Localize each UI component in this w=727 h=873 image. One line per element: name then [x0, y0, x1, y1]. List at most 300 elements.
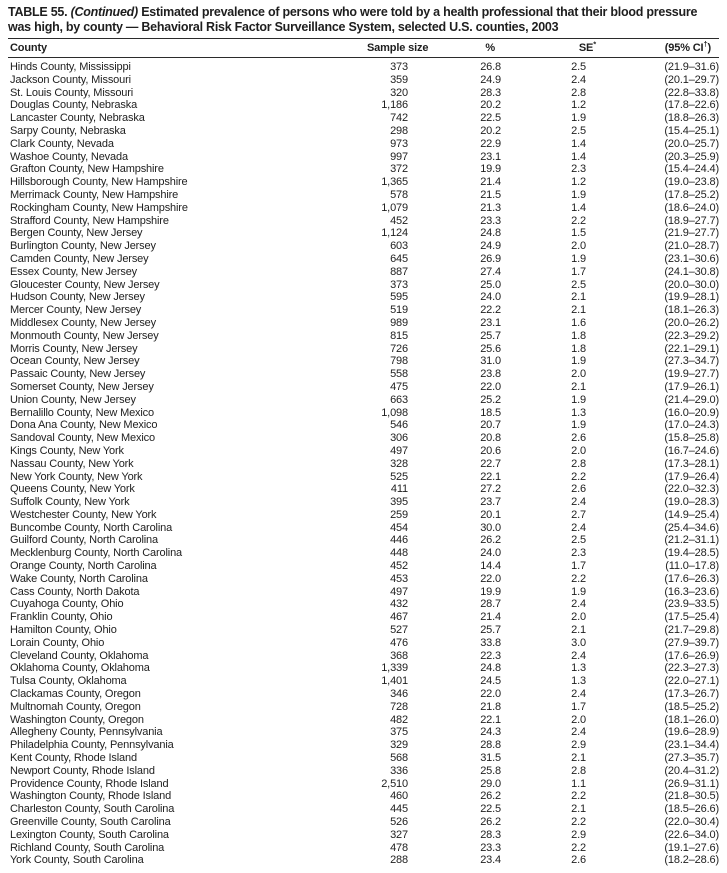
percent-cell: 23.7: [480, 496, 501, 509]
table-row: [8, 496, 719, 509]
ci-cell: (20.0–25.7): [664, 137, 719, 150]
table-row: [8, 790, 719, 803]
se-cell: 1.9: [571, 252, 586, 265]
table-row: [8, 291, 719, 304]
table-number: TABLE 55.: [8, 5, 68, 19]
percent-cell: 24.9: [480, 73, 501, 86]
table-row: [8, 99, 719, 112]
percent-cell: 23.3: [480, 214, 501, 227]
sample-size-cell: 1,124: [381, 227, 408, 240]
se-cell: 1.9: [571, 355, 586, 368]
ci-cell: (15.4–24.4): [664, 163, 719, 176]
table-row: [8, 714, 719, 727]
percent-cell: 27.2: [480, 483, 501, 496]
ci-cell: (21.4–29.0): [664, 393, 719, 406]
table-row: [8, 330, 719, 343]
table-row: [8, 419, 719, 432]
se-cell: 2.0: [571, 240, 586, 253]
sample-size-cell: 482: [390, 713, 408, 726]
table-row: [8, 624, 719, 637]
table-row: [8, 816, 719, 829]
percent-cell: 18.5: [480, 406, 501, 419]
table-row: [8, 227, 719, 240]
se-cell: 2.5: [571, 61, 586, 73]
se-footnote-marker: *: [593, 39, 596, 49]
table-row: [8, 394, 719, 407]
county-cell: Mecklenburg County, North Carolina: [10, 547, 183, 560]
county-cell: Burlington County, New Jersey: [10, 240, 156, 253]
table-row: [8, 471, 719, 484]
table-row: [8, 842, 719, 855]
table-row: [8, 598, 719, 611]
county-cell: Guilford County, North Carolina: [10, 534, 158, 547]
county-cell: Somerset County, New Jersey: [10, 380, 154, 393]
county-cell: Kent County, Rhode Island: [10, 752, 137, 765]
ci-cell: (14.9–25.4): [664, 508, 719, 521]
sample-size-cell: 306: [390, 432, 408, 445]
se-cell: 2.6: [571, 483, 586, 496]
se-cell: 2.2: [571, 214, 586, 227]
ci-cell: (21.9–31.6): [664, 61, 719, 73]
sample-size-cell: 452: [390, 214, 408, 227]
sample-size-cell: 558: [390, 368, 408, 381]
percent-cell: 24.5: [480, 675, 501, 688]
sample-size-cell: 327: [390, 828, 408, 841]
county-cell: Clark County, Nevada: [10, 137, 114, 150]
county-cell: Cleveland County, Oklahoma: [10, 649, 149, 662]
se-cell: 2.1: [571, 803, 586, 816]
county-cell: Cass County, North Dakota: [10, 585, 140, 598]
sample-size-cell: 372: [390, 163, 408, 176]
sample-size-cell: 526: [390, 816, 408, 829]
ci-cell: (18.9–27.7): [664, 214, 719, 227]
ci-cell: (17.9–26.1): [664, 380, 719, 393]
sample-size-cell: 578: [390, 188, 408, 201]
se-cell: 2.4: [571, 726, 586, 739]
se-cell: 1.9: [571, 585, 586, 598]
se-cell: 1.3: [571, 662, 586, 675]
se-cell: 2.9: [571, 828, 586, 841]
table-title: [8, 5, 719, 35]
table-row: [8, 854, 719, 867]
table-row: [8, 611, 719, 624]
column-header-sample-size: Sample size: [353, 39, 408, 58]
table-row: [8, 176, 719, 189]
county-cell: St. Louis County, Missouri: [10, 86, 134, 99]
sample-size-cell: 475: [390, 380, 408, 393]
sample-size-cell: 1,365: [381, 176, 408, 189]
se-cell: 1.5: [571, 227, 586, 240]
sample-size-cell: 460: [390, 790, 408, 803]
sample-size-cell: 497: [390, 585, 408, 598]
table-row: [8, 573, 719, 586]
se-cell: 2.4: [571, 521, 586, 534]
table-row: [8, 189, 719, 202]
se-cell: 2.4: [571, 688, 586, 701]
county-cell: Camden County, New Jersey: [10, 252, 149, 265]
se-cell: 2.6: [571, 432, 586, 445]
percent-cell: 20.1: [480, 508, 501, 521]
sample-size-cell: 525: [390, 470, 408, 483]
percent-cell: 21.3: [480, 201, 501, 214]
table-body: [8, 58, 719, 868]
se-cell: 2.5: [571, 124, 586, 137]
sample-size-cell: 728: [390, 700, 408, 713]
se-cell: 2.5: [571, 278, 586, 291]
sample-size-cell: 336: [390, 764, 408, 777]
county-cell: Jackson County, Missouri: [10, 73, 131, 86]
ci-cell: (19.6–28.9): [664, 726, 719, 739]
table-row: [8, 163, 719, 176]
county-cell: Merrimack County, New Hampshire: [10, 188, 179, 201]
table-row: [8, 752, 719, 765]
percent-cell: 22.5: [480, 112, 501, 125]
county-cell: Washington County, Rhode Island: [10, 790, 172, 803]
se-cell: 1.4: [571, 201, 586, 214]
percent-cell: 23.8: [480, 368, 501, 381]
county-cell: Essex County, New Jersey: [10, 265, 138, 278]
table-row: [8, 58, 719, 74]
se-cell: 1.9: [571, 393, 586, 406]
ci-cell: (16.3–23.6): [664, 585, 719, 598]
sample-size-cell: 1,186: [381, 99, 408, 112]
ci-cell: (22.0–32.3): [664, 483, 719, 496]
se-cell: 1.8: [571, 342, 586, 355]
ci-cell: (17.8–25.2): [664, 188, 719, 201]
se-cell: 2.0: [571, 368, 586, 381]
percent-cell: 27.4: [480, 265, 501, 278]
sample-size-cell: 726: [390, 342, 408, 355]
percent-cell: 21.5: [480, 188, 501, 201]
sample-size-cell: 527: [390, 624, 408, 637]
county-cell: Hamilton County, Ohio: [10, 624, 117, 637]
percent-cell: 22.9: [480, 137, 501, 150]
table-row: [8, 266, 719, 279]
sample-size-cell: 815: [390, 329, 408, 342]
table-row: [8, 432, 719, 445]
sample-size-cell: 497: [390, 444, 408, 457]
ci-cell: (17.6–26.9): [664, 649, 719, 662]
county-cell: Charleston County, South Carolina: [10, 803, 175, 816]
se-cell: 2.1: [571, 304, 586, 317]
percent-cell: 23.4: [480, 854, 501, 867]
percent-cell: 29.0: [480, 777, 501, 790]
percent-cell: 24.8: [480, 662, 501, 675]
table-row: [8, 343, 719, 356]
se-cell: 2.2: [571, 572, 586, 585]
percent-cell: 20.2: [480, 124, 501, 137]
percent-cell: 25.7: [480, 624, 501, 637]
county-cell: Strafford County, New Hampshire: [10, 214, 169, 227]
percent-cell: 31.5: [480, 752, 501, 765]
sample-size-cell: 411: [390, 483, 408, 496]
county-cell: Richland County, South Carolina: [10, 841, 165, 854]
ci-cell: (18.6–24.0): [664, 201, 719, 214]
ci-cell: (18.8–26.3): [664, 112, 719, 125]
county-cell: Orange County, North Carolina: [10, 560, 157, 573]
ci-cell: (19.0–28.3): [664, 496, 719, 509]
county-cell: Washoe County, Nevada: [10, 150, 128, 163]
ci-cell: (18.5–25.2): [664, 700, 719, 713]
percent-cell: 22.0: [480, 572, 501, 585]
county-cell: Newport County, Rhode Island: [10, 764, 155, 777]
se-cell: 2.7: [571, 508, 586, 521]
sample-size-cell: 359: [390, 73, 408, 86]
county-cell: Wake County, North Carolina: [10, 572, 148, 585]
column-header-percent: %: [408, 39, 501, 58]
sample-size-cell: 329: [390, 739, 408, 752]
se-cell: 1.1: [571, 777, 586, 790]
percent-cell: 25.6: [480, 342, 501, 355]
sample-size-cell: 887: [390, 265, 408, 278]
sample-size-cell: 997: [390, 150, 408, 163]
ci-cell: (21.7–29.8): [664, 624, 719, 637]
ci-cell: (17.9–26.4): [664, 470, 719, 483]
table-row: [8, 522, 719, 535]
percent-cell: 24.0: [480, 547, 501, 560]
ci-cell: (17.3–26.7): [664, 688, 719, 701]
county-cell: Clackamas County, Oregon: [10, 688, 141, 701]
table-row: [8, 650, 719, 663]
ci-cell: (18.1–26.3): [664, 304, 719, 317]
se-cell: 1.7: [571, 700, 586, 713]
ci-cell: (22.0–27.1): [664, 675, 719, 688]
sample-size-cell: 478: [390, 841, 408, 854]
se-cell: 2.1: [571, 624, 586, 637]
sample-size-cell: 320: [390, 86, 408, 99]
county-cell: Hillsborough County, New Hampshire: [10, 176, 188, 189]
sample-size-cell: 798: [390, 355, 408, 368]
percent-cell: 23.1: [480, 316, 501, 329]
sample-size-cell: 375: [390, 726, 408, 739]
ci-cell: (22.3–27.3): [664, 662, 719, 675]
table-row: [8, 547, 719, 560]
table-row: [8, 202, 719, 215]
ci-footnote-marker: †: [703, 39, 708, 49]
ci-cell: (20.0–30.0): [664, 278, 719, 291]
table-row: [8, 74, 719, 87]
county-cell: Philadelphia County, Pennsylvania: [10, 739, 174, 752]
percent-cell: 22.2: [480, 304, 501, 317]
ci-cell: (22.3–29.2): [664, 329, 719, 342]
sample-size-cell: 989: [390, 316, 408, 329]
ci-cell: (19.4–28.5): [664, 547, 719, 560]
ci-cell: (25.4–34.6): [664, 521, 719, 534]
percent-cell: 19.9: [480, 585, 501, 598]
se-cell: 1.9: [571, 419, 586, 432]
county-cell: Hudson County, New Jersey: [10, 291, 145, 304]
percent-cell: 31.0: [480, 355, 501, 368]
se-cell: 2.3: [571, 547, 586, 560]
percent-cell: 20.8: [480, 432, 501, 445]
percent-cell: 22.7: [480, 457, 501, 470]
ci-cell: (16.0–20.9): [664, 406, 719, 419]
sample-size-cell: 1,339: [381, 662, 408, 675]
se-cell: 2.1: [571, 752, 586, 765]
sample-size-cell: 663: [390, 393, 408, 406]
table-row: [8, 445, 719, 458]
percent-cell: 21.4: [480, 176, 501, 189]
ci-cell: (22.6–34.0): [664, 828, 719, 841]
sample-size-cell: 1,401: [381, 675, 408, 688]
sample-size-cell: 395: [390, 496, 408, 509]
se-cell: 2.8: [571, 457, 586, 470]
ci-cell: (22.8–33.8): [664, 86, 719, 99]
ci-cell: (19.1–27.6): [664, 841, 719, 854]
sample-size-cell: 453: [390, 572, 408, 585]
table-row: [8, 458, 719, 471]
ci-cell: (20.0–26.2): [664, 316, 719, 329]
percent-cell: 19.9: [480, 163, 501, 176]
sample-size-cell: 454: [390, 521, 408, 534]
county-cell: Westchester County, New York: [10, 508, 157, 521]
se-cell: 2.3: [571, 163, 586, 176]
ci-cell: (17.0–24.3): [664, 419, 719, 432]
percent-cell: 24.3: [480, 726, 501, 739]
table-row: [8, 253, 719, 266]
se-cell: 3.0: [571, 636, 586, 649]
header-row: [8, 39, 719, 58]
percent-cell: 25.2: [480, 393, 501, 406]
column-header-se: SE*: [501, 39, 586, 58]
column-header-county: County: [8, 39, 353, 58]
percent-cell: 26.2: [480, 790, 501, 803]
table-row: [8, 688, 719, 701]
sample-size-cell: 373: [390, 61, 408, 73]
sample-size-cell: 742: [390, 112, 408, 125]
county-cell: Lancaster County, Nebraska: [10, 112, 145, 125]
sample-size-cell: 603: [390, 240, 408, 253]
percent-cell: 24.8: [480, 227, 501, 240]
se-cell: 2.6: [571, 854, 586, 867]
ci-cell: (19.9–28.1): [664, 291, 719, 304]
table-row: [8, 87, 719, 100]
sample-size-cell: 446: [390, 534, 408, 547]
table-row: [8, 586, 719, 599]
table-row: [8, 368, 719, 381]
table-continued-flag: (Continued): [70, 5, 138, 19]
table-row: [8, 381, 719, 394]
county-cell: Suffolk County, New York: [10, 496, 130, 509]
table-row: [8, 701, 719, 714]
county-cell: Mercer County, New Jersey: [10, 304, 142, 317]
ci-cell: (27.3–34.7): [664, 355, 719, 368]
ci-cell: (16.7–24.6): [664, 444, 719, 457]
table-row: [8, 560, 719, 573]
percent-cell: 28.8: [480, 739, 501, 752]
se-cell: 2.4: [571, 496, 586, 509]
ci-cell: (20.4–31.2): [664, 764, 719, 777]
county-cell: Rockingham County, New Hampshire: [10, 201, 188, 214]
se-cell: 2.1: [571, 291, 586, 304]
sample-size-cell: 448: [390, 547, 408, 560]
percent-cell: 28.7: [480, 598, 501, 611]
sample-size-cell: 288: [390, 854, 408, 867]
ci-cell: (15.8–25.8): [664, 432, 719, 445]
percent-cell: 21.8: [480, 700, 501, 713]
se-cell: 2.9: [571, 739, 586, 752]
county-cell: New York County, New York: [10, 470, 143, 483]
county-cell: Hinds County, Mississippi: [10, 61, 131, 73]
county-cell: Gloucester County, New Jersey: [10, 278, 160, 291]
se-cell: 1.4: [571, 150, 586, 163]
se-cell: 2.5: [571, 534, 586, 547]
county-cell: Monmouth County, New Jersey: [10, 329, 159, 342]
percent-cell: 20.7: [480, 419, 501, 432]
ci-cell: (17.8–22.6): [664, 99, 719, 112]
sample-size-cell: 519: [390, 304, 408, 317]
se-cell: 1.6: [571, 316, 586, 329]
county-cell: Kings County, New York: [10, 444, 124, 457]
ci-cell: (21.2–31.1): [664, 534, 719, 547]
percent-cell: 22.1: [480, 470, 501, 483]
table-row: [8, 483, 719, 496]
county-cell: York County, South Carolina: [10, 854, 144, 867]
sample-size-cell: 432: [390, 598, 408, 611]
percent-cell: 23.1: [480, 150, 501, 163]
ci-cell: (21.0–28.7): [664, 240, 719, 253]
table-row: [8, 304, 719, 317]
ci-cell: (17.3–28.1): [664, 457, 719, 470]
table-row: [8, 138, 719, 151]
percent-cell: 28.3: [480, 86, 501, 99]
se-cell: 1.8: [571, 329, 586, 342]
ci-cell: (23.1–30.6): [664, 252, 719, 265]
ci-cell: (17.5–25.4): [664, 611, 719, 624]
percent-cell: 26.2: [480, 534, 501, 547]
county-cell: Dona Ana County, New Mexico: [10, 419, 158, 432]
se-cell: 2.4: [571, 598, 586, 611]
county-cell: Lexington County, South Carolina: [10, 828, 169, 841]
ci-cell: (18.1–26.0): [664, 713, 719, 726]
percent-cell: 26.8: [480, 61, 501, 73]
se-cell: 2.4: [571, 73, 586, 86]
se-cell: 2.1: [571, 380, 586, 393]
sample-size-cell: 298: [390, 124, 408, 137]
percent-cell: 25.0: [480, 278, 501, 291]
percent-cell: 26.2: [480, 816, 501, 829]
ci-cell: (15.4–25.1): [664, 124, 719, 137]
county-cell: Allegheny County, Pennsylvania: [10, 726, 163, 739]
ci-cell: (26.9–31.1): [664, 777, 719, 790]
table-row: [8, 739, 719, 752]
percent-cell: 21.4: [480, 611, 501, 624]
county-cell: Cuyahoga County, Ohio: [10, 598, 124, 611]
county-cell: Sandoval County, New Mexico: [10, 432, 155, 445]
se-cell: 1.3: [571, 675, 586, 688]
table-row: [8, 534, 719, 547]
table-row: [8, 765, 719, 778]
sample-size-cell: 373: [390, 278, 408, 291]
sample-size-cell: 546: [390, 419, 408, 432]
county-cell: Washington County, Oregon: [10, 713, 144, 726]
ci-cell: (18.5–26.6): [664, 803, 719, 816]
percent-cell: 22.1: [480, 713, 501, 726]
county-cell: Bergen County, New Jersey: [10, 227, 143, 240]
ci-cell: (11.0–17.8): [665, 560, 719, 573]
ci-cell: (20.3–25.9): [664, 150, 719, 163]
county-cell: Tulsa County, Oklahoma: [10, 675, 127, 688]
ci-cell: (18.2–28.6): [664, 854, 719, 867]
county-cell: Bernalillo County, New Mexico: [10, 406, 155, 419]
percent-cell: 24.0: [480, 291, 501, 304]
table-row: [8, 509, 719, 522]
se-cell: 1.9: [571, 112, 586, 125]
county-cell: Morris County, New Jersey: [10, 342, 138, 355]
ci-cell: (23.1–34.4): [664, 739, 719, 752]
table-row: [8, 637, 719, 650]
table-row: [8, 662, 719, 675]
